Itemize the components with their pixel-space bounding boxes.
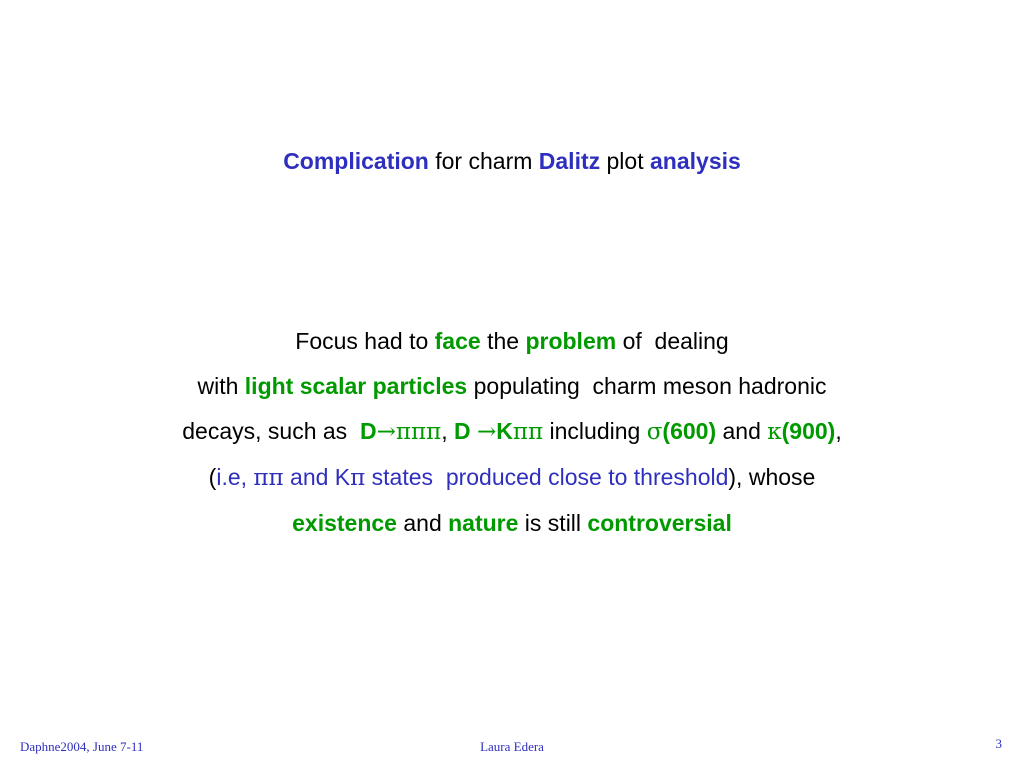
kappa-mass: (900) xyxy=(781,418,836,444)
body-line-5 xyxy=(0,501,1024,546)
body-text: ), whose xyxy=(728,464,816,490)
body-text: Focus had to xyxy=(295,328,435,354)
pipi-symbol: ππ xyxy=(253,465,284,491)
title-text: for charm xyxy=(428,148,539,174)
title-word-analysis: analysis xyxy=(650,148,741,174)
body-text: including xyxy=(543,418,647,444)
footer-author: Laura Edera xyxy=(480,739,544,754)
body-line-1 xyxy=(0,319,1024,364)
body-text: populating charm meson hadronic xyxy=(467,373,827,399)
body-text: and xyxy=(716,418,768,444)
decay-d-symbol: D xyxy=(359,418,377,444)
highlight-face: face xyxy=(434,328,481,354)
body-line-4 xyxy=(0,455,1024,501)
page-number: 3 xyxy=(995,736,1002,751)
slide-title xyxy=(0,146,1024,176)
body-text: decays, such as xyxy=(182,418,360,444)
pi-symbol: π xyxy=(350,465,366,491)
body-text: the xyxy=(480,328,526,354)
body-line-3 xyxy=(0,409,1024,455)
sigma-mass: (600) xyxy=(662,418,717,444)
sigma-symbol: σ xyxy=(646,419,663,445)
threshold-text: states produced close to threshold xyxy=(365,464,729,490)
body-text: ( xyxy=(208,464,217,490)
footer-conference: Daphne2004, June 7-11 xyxy=(20,739,144,754)
body-text: with xyxy=(197,373,245,399)
body-text: of dealing xyxy=(616,328,729,354)
body-text: is still xyxy=(518,510,588,536)
decay-d-symbol: D xyxy=(453,418,477,444)
body-text: , xyxy=(835,418,842,444)
decay-pipi: ππ xyxy=(512,419,544,445)
highlight-controversial: controversial xyxy=(587,510,732,536)
title-word-dalitz: Dalitz xyxy=(538,148,601,174)
highlight-light-scalar-particles: light scalar particles xyxy=(244,373,468,399)
body-text: and xyxy=(396,510,449,536)
and-k-text: and K xyxy=(283,464,351,490)
body-text: , xyxy=(441,418,454,444)
decay-k-symbol: K xyxy=(496,418,513,444)
highlight-nature: nature xyxy=(448,510,519,536)
highlight-existence: existence xyxy=(292,510,397,536)
title-text: plot xyxy=(600,148,650,174)
highlight-problem: problem xyxy=(525,328,617,354)
arrow-symbol: → xyxy=(476,419,497,445)
kappa-symbol: κ xyxy=(767,419,782,445)
ie-text: i.e, xyxy=(216,464,254,490)
slide-body xyxy=(0,319,1024,546)
decay-pipipi: →πππ xyxy=(376,419,442,445)
body-line-2 xyxy=(0,364,1024,409)
title-word-complication: Complication xyxy=(283,148,429,174)
